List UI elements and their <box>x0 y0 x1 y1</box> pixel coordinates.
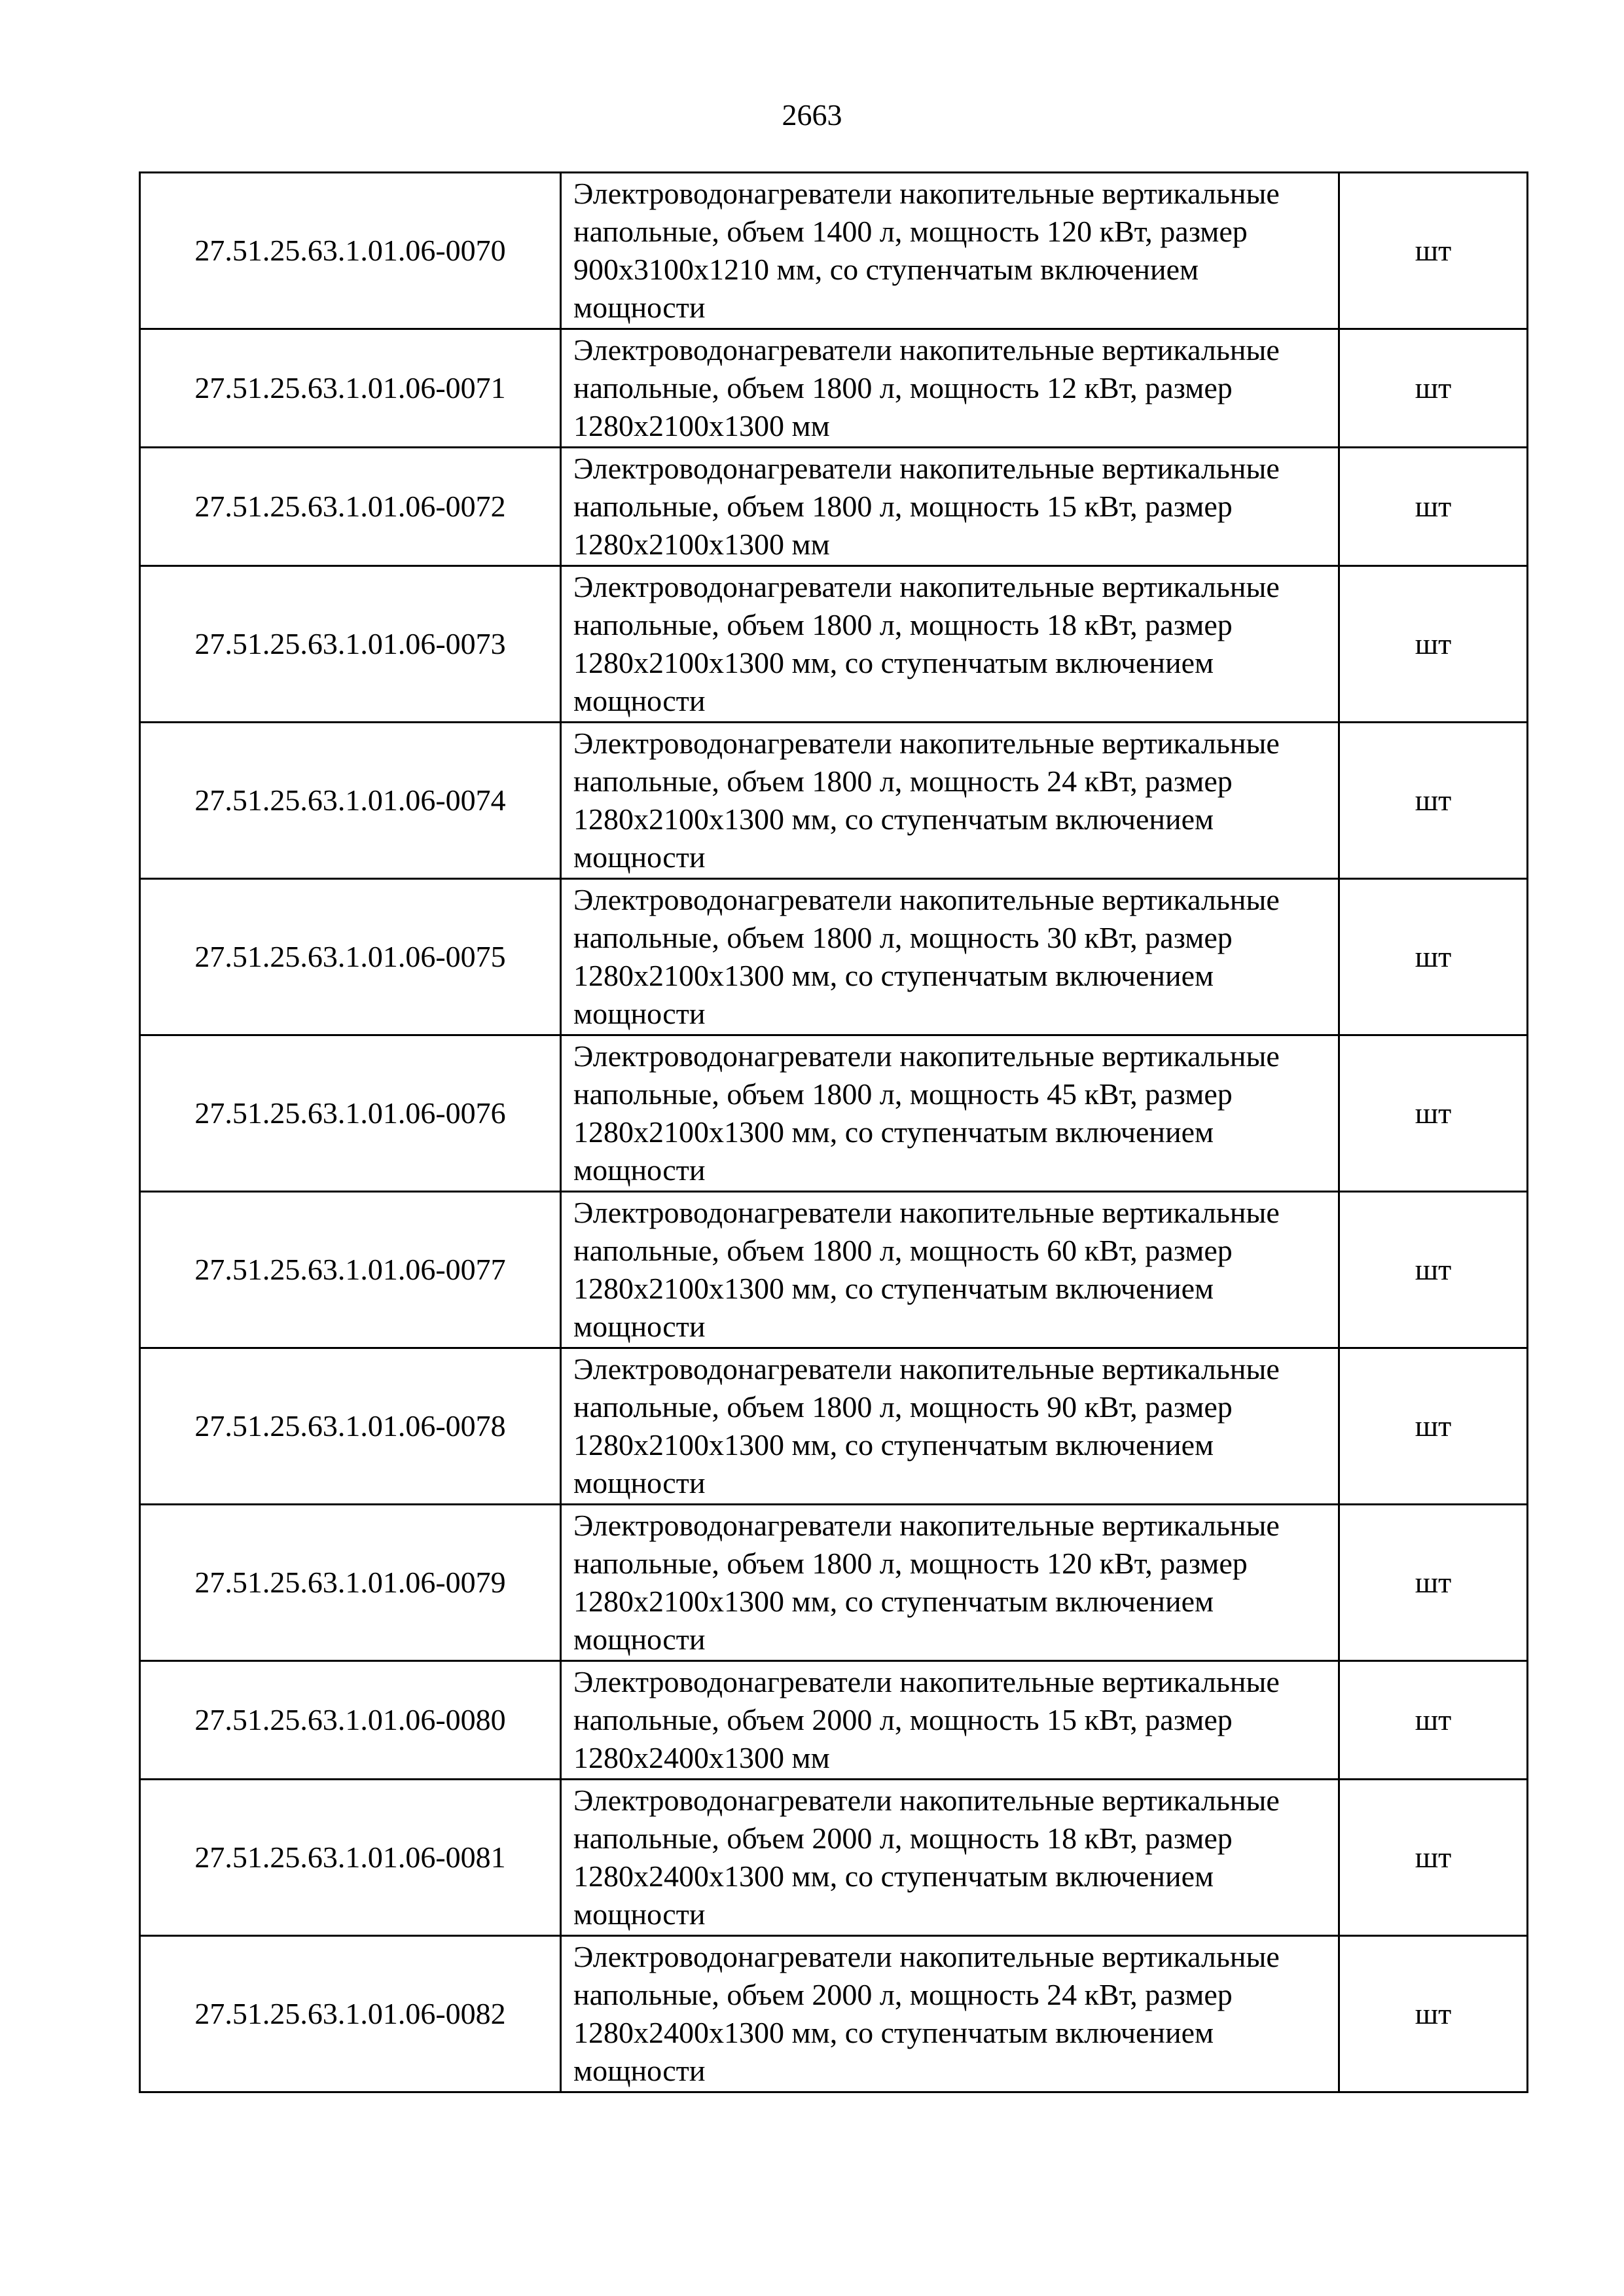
table-row <box>140 1936 1528 2092</box>
resource-unit: шт <box>1339 1505 1528 1661</box>
resource-unit: шт <box>1339 723 1528 879</box>
table-row <box>140 723 1528 879</box>
resource-unit: шт <box>1339 1936 1528 2092</box>
table-row <box>140 1348 1528 1505</box>
resource-code: 27.51.25.63.1.01.06-0082 <box>140 1936 561 2092</box>
resource-unit: шт <box>1339 1192 1528 1348</box>
resource-unit: шт <box>1339 1780 1528 1936</box>
table-row <box>140 1780 1528 1936</box>
resource-code: 27.51.25.63.1.01.06-0074 <box>140 723 561 879</box>
resource-unit: шт <box>1339 173 1528 329</box>
table-row <box>140 448 1528 566</box>
table-row <box>140 1192 1528 1348</box>
resource-table-body <box>140 173 1528 2092</box>
resource-unit: шт <box>1339 329 1528 448</box>
resource-table <box>139 171 1528 2093</box>
resource-description: Электроводонагреватели накопительные вертикальные напольные, объем 1800 л, мощность 24 кВт, размер 1280х2100х1300 мм, со ступенчатым включением мощности <box>561 723 1339 879</box>
resource-code: 27.51.25.63.1.01.06-0080 <box>140 1661 561 1780</box>
resource-description: Электроводонагреватели накопительные вертикальные напольные, объем 2000 л, мощность 15 кВт, размер 1280х2400х1300 мм <box>561 1661 1339 1780</box>
table-row <box>140 566 1528 723</box>
resource-unit: шт <box>1339 1661 1528 1780</box>
resource-description: Электроводонагреватели накопительные вертикальные напольные, объем 1800 л, мощность 15 кВт, размер 1280х2100х1300 мм <box>561 448 1339 566</box>
resource-description: Электроводонагреватели накопительные вертикальные напольные, объем 1800 л, мощность 45 кВт, размер 1280х2100х1300 мм, со ступенчатым включением мощности <box>561 1035 1339 1192</box>
resource-description: Электроводонагреватели накопительные вертикальные напольные, объем 1800 л, мощность 60 кВт, размер 1280х2100х1300 мм, со ступенчатым включением мощности <box>561 1192 1339 1348</box>
resource-unit: шт <box>1339 448 1528 566</box>
page-number: 2663 <box>782 98 842 132</box>
resource-description: Электроводонагреватели накопительные вертикальные напольные, объем 1800 л, мощность 18 кВт, размер 1280х2100х1300 мм, со ступенчатым включением мощности <box>561 566 1339 723</box>
resource-description: Электроводонагреватели накопительные вертикальные напольные, объем 1800 л, мощность 120 кВт, размер 1280х2100х1300 мм, со ступенчатым включением мощности <box>561 1505 1339 1661</box>
resource-description: Электроводонагреватели накопительные вертикальные напольные, объем 1800 л, мощность 90 кВт, размер 1280х2100х1300 мм, со ступенчатым включением мощности <box>561 1348 1339 1505</box>
resource-code: 27.51.25.63.1.01.06-0077 <box>140 1192 561 1348</box>
table-row <box>140 1661 1528 1780</box>
resource-code: 27.51.25.63.1.01.06-0081 <box>140 1780 561 1936</box>
resource-description: Электроводонагреватели накопительные вертикальные напольные, объем 1800 л, мощность 30 кВт, размер 1280х2100х1300 мм, со ступенчатым включением мощности <box>561 879 1339 1035</box>
resource-unit: шт <box>1339 1035 1528 1192</box>
resource-code: 27.51.25.63.1.01.06-0073 <box>140 566 561 723</box>
resource-description: Электроводонагреватели накопительные вертикальные напольные, объем 1400 л, мощность 120 кВт, размер 900х3100х1210 мм, со ступенчатым включением мощности <box>561 173 1339 329</box>
resource-code: 27.51.25.63.1.01.06-0071 <box>140 329 561 448</box>
resource-unit: шт <box>1339 879 1528 1035</box>
table-row <box>140 879 1528 1035</box>
resource-description: Электроводонагреватели накопительные вертикальные напольные, объем 2000 л, мощность 18 кВт, размер 1280х2400х1300 мм, со ступенчатым включением мощности <box>561 1780 1339 1936</box>
resource-unit: шт <box>1339 1348 1528 1505</box>
table-row <box>140 1035 1528 1192</box>
resource-code: 27.51.25.63.1.01.06-0076 <box>140 1035 561 1192</box>
resource-code: 27.51.25.63.1.01.06-0078 <box>140 1348 561 1505</box>
resource-code: 27.51.25.63.1.01.06-0072 <box>140 448 561 566</box>
resource-description: Электроводонагреватели накопительные вертикальные напольные, объем 2000 л, мощность 24 кВт, размер 1280х2400х1300 мм, со ступенчатым включением мощности <box>561 1936 1339 2092</box>
table-row <box>140 173 1528 329</box>
resource-code: 27.51.25.63.1.01.06-0075 <box>140 879 561 1035</box>
resource-code: 27.51.25.63.1.01.06-0079 <box>140 1505 561 1661</box>
table-row <box>140 329 1528 448</box>
resource-unit: шт <box>1339 566 1528 723</box>
table-row <box>140 1505 1528 1661</box>
resource-description: Электроводонагреватели накопительные вертикальные напольные, объем 1800 л, мощность 12 кВт, размер 1280х2100х1300 мм <box>561 329 1339 448</box>
resource-code: 27.51.25.63.1.01.06-0070 <box>140 173 561 329</box>
